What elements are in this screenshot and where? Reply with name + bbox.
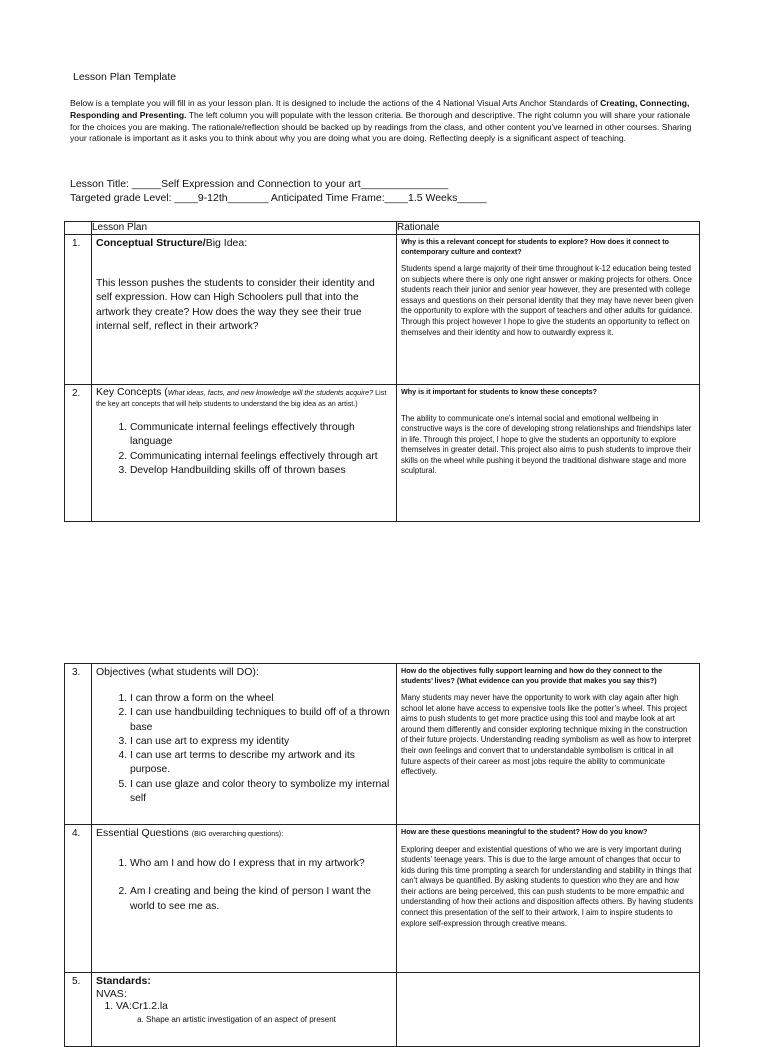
list-item: 1. Who am I and how do I express that in my artwork? <box>130 857 396 871</box>
rationale-question: Why is this a relevant concept for students to explore? How does it connect to contemporary culture and context? <box>401 237 669 256</box>
row-body: This lesson pushes the students to consider their identity and self expression. How can High Schoolers pull that into the artwork they create? How does the way they see their true internal self, reflect in their artwork? <box>96 278 375 332</box>
header-lesson-plan: Lesson Plan <box>92 222 397 235</box>
row-number: 5. <box>65 973 92 1047</box>
list-item: 4. I can use art terms to describe my artwork and its purpose. <box>130 749 396 778</box>
standards-list <box>92 1000 396 1014</box>
list-item: 1. I can throw a form on the wheel <box>130 692 396 706</box>
rationale-question: Why is it important for students to know these concepts? <box>401 387 598 396</box>
rationale-answer: Exploring deeper and existential questions of who we are is very important during students’ teenage years. This is due to the large amount of changes that occur to kids during this time prompting a search for understanding and stability in things that can’t always be quantified. By asking students to question who they are and how their actions are being perceived, this can push students to be more empathic and understanding of how their actions and disposition affects others. By having students connect this presentation of the self to their artwork, I aim to inspire students to explore self-expression through creative means. <box>401 844 693 928</box>
table-row <box>65 664 700 825</box>
lesson-title-line: Lesson Title: _____Self Expression and Connection to your art_______________ <box>70 178 449 190</box>
row-number: 3. <box>65 664 92 825</box>
header-rationale: Rationale <box>397 222 700 235</box>
rationale-question: How do the objectives fully support learning and how do they connect to the students’ lives? (What evidence can you provide that makes you say this?) <box>401 666 663 685</box>
list-item: 2. I can use handbuilding techniques to build off of a thrown base <box>130 706 396 735</box>
page-title: Lesson Plan Template <box>73 71 177 83</box>
rationale-cell <box>397 235 700 385</box>
rationale-cell <box>397 664 700 825</box>
rationale-question: How are these questions meaningful to the student? How do you know? <box>401 827 648 836</box>
table-row <box>65 973 700 1047</box>
essential-questions-list <box>92 857 396 914</box>
table-row <box>65 235 700 385</box>
rationale-answer: Students spend a large majority of their time throughout k-12 education being tested on subjects where there is only one right answer or making projects for others. Once students reach their junior and senior year however, they are presented with college essays and questions on their personal identity that they may have never been given the opportunity to explore with the support of teachers and other adults for guidance. Through this project however I hope to give the students an opportunity to reflect on themselves and their identity and how to outwardly express it. <box>401 264 694 337</box>
rationale-answer: The ability to communicate one’s internal social and emotional wellbeing in constructive ways is the core of developing strong relationships and friendships later in life. Through this project, I hope to give the students an opportunity to explore themselves in greater detail. This project also aims to push students to improve their skills on the wheel while pushing it beyond the traditional dishware stage and more sculptural. <box>401 413 692 476</box>
row-heading: Objectives (what students will DO): <box>96 666 259 678</box>
standards-sub-label: NVAS: <box>96 988 127 1000</box>
lesson-plan-cell <box>92 235 397 385</box>
rationale-answer: Many students may never have the opportunity to work with clay again after high school let alone have access to expensive tools like the potter’s wheel. This project aims to push students to get more practice using this tool and maybe look at art around them differently and consider exploring technique mixing in the construction of their future projects. Understanding reading symbolism as well as how to interpret their own feelings and convert that to understandable symbolism is critical in all future aspects of their career as most jobs require the ability to communicate effectively. <box>401 693 691 777</box>
rationale-cell <box>397 825 700 973</box>
lesson-plan-cell <box>92 385 397 522</box>
grade-level-line: Targeted grade Level: ____9-12th_______ Anticipated Time Frame:____1.5 Weeks_____ <box>70 192 487 204</box>
list-item: 2. Communicating internal feelings effectively through art <box>130 450 396 464</box>
list-item: 5. I can use glaze and color theory to symbolize my internal self <box>130 778 396 807</box>
row-number: 4. <box>65 825 92 973</box>
rationale-cell <box>397 385 700 522</box>
key-concepts-list <box>92 421 396 478</box>
rationale-cell <box>397 973 700 1047</box>
list-item: 1. Communicate internal feelings effectively through language <box>130 421 396 450</box>
list-item: a. Shape an artistic investigation of an aspect of present <box>146 1014 396 1026</box>
standards-sub-list <box>92 1014 396 1026</box>
table-header-row <box>65 222 700 235</box>
table-row <box>65 385 700 522</box>
intro-paragraph: Below is a template you will fill in as your lesson plan. It is designed to include the actions of the 4 National Visual Arts Anchor Standards of Creating, Connecting, Responding and Presenting. The left column you will populate with the lesson criteria. Be thorough and descriptive. The right column you will share your rationale for the choices you are making. The rationale/reflection should be backed up by readings from the class, and other content you’ve learned in other courses. Sharing your rationale is important as it asks you to think about why you are doing what you are doing. Reflecting deeply is a significant aspect of teaching. <box>70 98 692 144</box>
list-item: 1. VA:Cr1.2.la <box>116 1000 396 1014</box>
header-num-cell <box>65 222 92 235</box>
lesson-plan-cell <box>92 664 397 825</box>
row-heading: Essential Questions (BIG overarching questions): <box>96 827 284 839</box>
list-item: 3. I can use art to express my identity <box>130 735 396 749</box>
row-number: 1. <box>65 235 92 385</box>
lesson-plan-table-2 <box>64 663 700 1047</box>
list-item: 2. Am I creating and being the kind of person I want the world to see me as. <box>130 885 396 914</box>
lesson-plan-table-1 <box>64 221 700 522</box>
row-heading: Conceptual Structure/Big Idea: <box>96 237 248 249</box>
lesson-plan-cell <box>92 973 397 1047</box>
list-item: 3. Develop Handbuilding skills off of thrown bases <box>130 464 396 478</box>
table-row <box>65 825 700 973</box>
row-heading: Key Concepts (What ideas, facts, and new knowledge will the students acquire? List the key art concepts that will help students to understand the big idea as an artist.) <box>96 386 387 408</box>
row-heading: Standards: <box>96 975 151 987</box>
lesson-plan-cell <box>92 825 397 973</box>
objectives-list <box>92 692 396 806</box>
row-number: 2. <box>65 385 92 522</box>
